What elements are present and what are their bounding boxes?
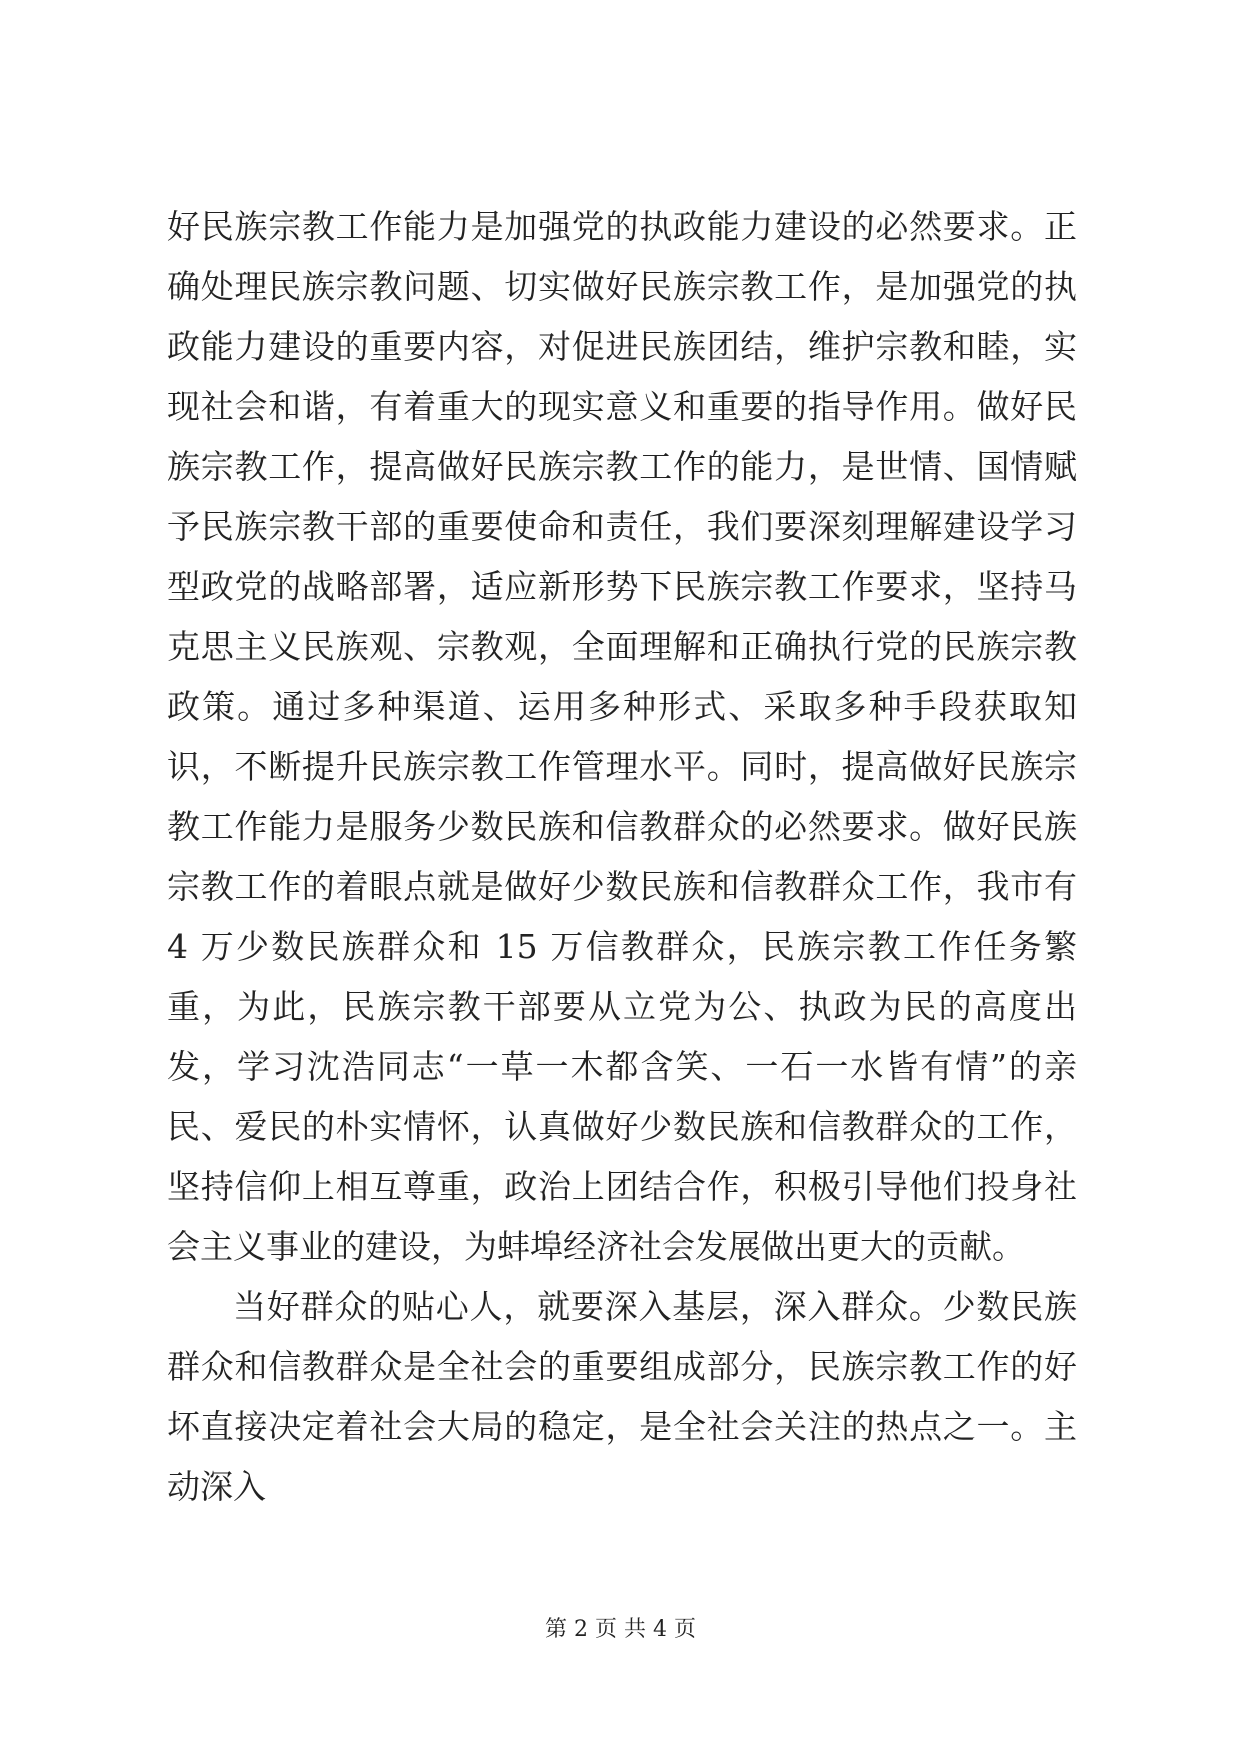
document-body — [167, 197, 1077, 1517]
paragraph: 当好群众的贴心人，就要深入基层，深入群众。少数民族群众和信教群众是全社会的重要组成部分，民族宗教工作的好坏直接决定着社会大局的稳定，是全社会关注的热点之一。主动深入 — [167, 1287, 1077, 1506]
paragraph: 好民族宗教工作能力是加强党的执政能力建设的必然要求。正确处理民族宗教问题、切实做好民族宗教工作，是加强党的执政能力建设的重要内容，对促进民族团结，维护宗教和睦，实现社会和谐，有着重大的现实意义和重要的指导作用。做好民族宗教工作，提高做好民族宗教工作的能力，是世情、国情赋予民族宗教干部的重要使命和责任，我们要深刻理解建设学习型政党的战略部署，适应新形势下民族宗教工作要求，坚持马克思主义民族观、宗教观，全面理解和正确执行党的民族宗教政策。通过多种渠道、运用多种形式、采取多种手段获取知识，不断提升民族宗教工作管理水平。同时，提高做好民族宗教工作能力是服务少数民族和信教群众的必然要求。做好民族宗教工作的着眼点就是做好少数民族和信教群众工作，我市有 4 万少数民族群众和 15 万信教群众，民族宗教工作任务繁重，为此，民族宗教干部要从立党为公、执政为民的高度出发，学习沈浩同志“一草一木都含笑、一石一水皆有情”的亲民、爱民的朴实情怀，认真做好少数民族和信教群众的工作，坚持信仰上相互尊重，政治上团结合作，积极引导他们投身社会主义事业的建设，为蚌埠经济社会发展做出更大的贡献。 — [167, 207, 1077, 1266]
page-footer: 第 2 页 共 4 页 — [545, 1617, 696, 1642]
